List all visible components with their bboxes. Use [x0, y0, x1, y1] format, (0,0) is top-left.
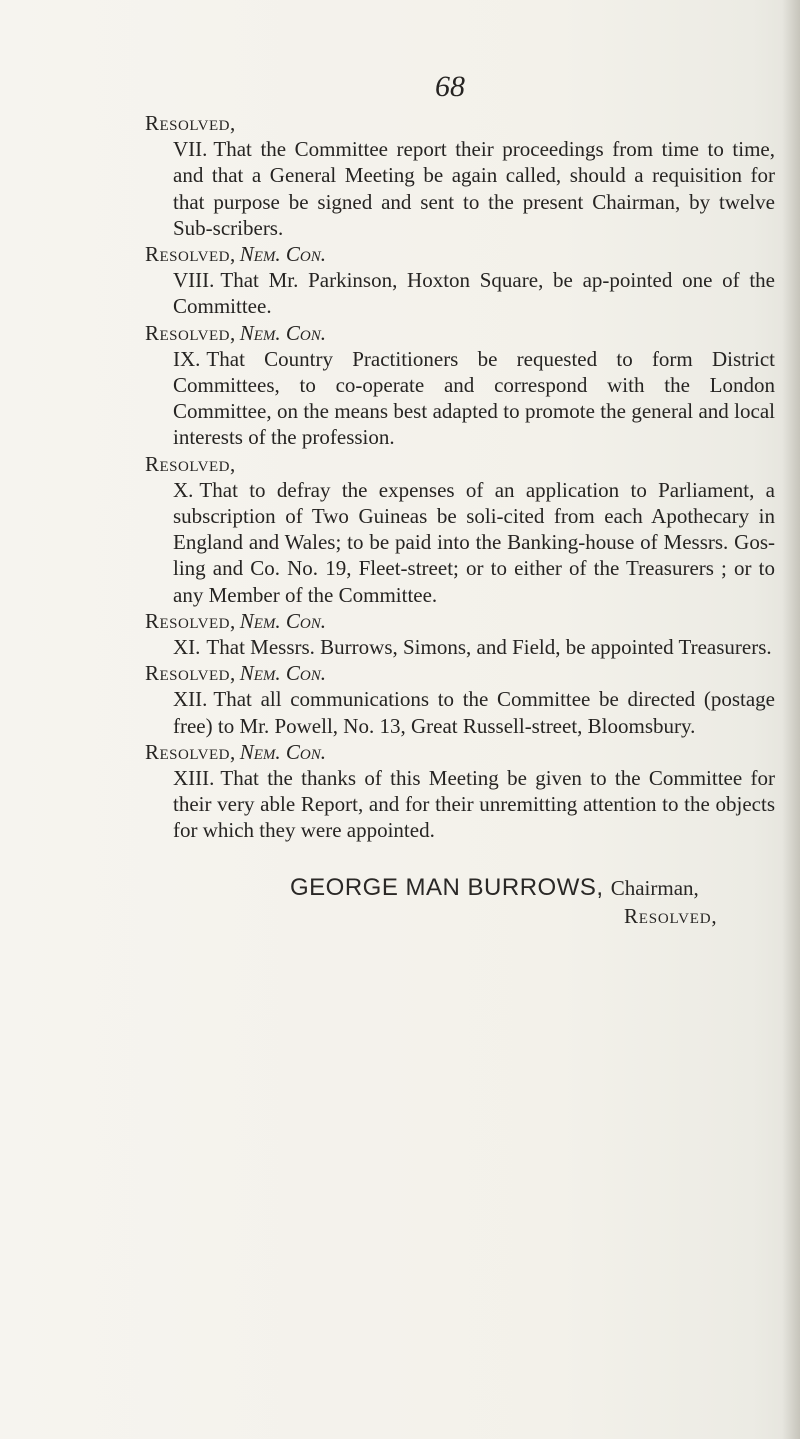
chairman-signature [290, 874, 699, 902]
resolution-numeral: XI. [173, 635, 201, 660]
resolutions-list [145, 110, 775, 844]
nem-con-label: Nem. Con. [239, 739, 326, 764]
resolution-numeral: XII. [173, 687, 208, 712]
resolution-text: That Mr. Parkinson, Hoxton Square, be ap-pointed one of the Committee. [173, 268, 775, 319]
resolution-xi [145, 608, 775, 660]
resolution-vii [145, 110, 775, 241]
resolution-heading: Resolved, [145, 320, 236, 345]
resolution-text: That to defray the expenses of an application to Parliament, a subscription of Two Guineas be soli-cited from each Apothecary in England and Wales; to be paid into the Banking-house of Messrs. Gos-ling and Co. No. 19, Fleet-street; or to either of the Treasurers ; or to any Member of the Committee. [173, 477, 775, 607]
resolution-xiii [145, 739, 775, 844]
signature-name: GEORGE MAN BURROWS, [290, 874, 604, 901]
nem-con-label: Nem. Con. [239, 320, 326, 345]
resolution-heading: Resolved, [145, 739, 236, 764]
resolution-text: That the Committee report their proceedings from time to time, and that a General Meeting be again called, should a requisition for that purpose be signed and sent to the present Chairman, by twelve Sub-scribers. [173, 137, 775, 240]
page-number: 68 [435, 70, 465, 103]
resolution-numeral: XIII. [173, 766, 215, 791]
resolution-ix [145, 320, 775, 451]
resolution-numeral: IX. [173, 346, 201, 371]
resolution-heading: Resolved, [145, 451, 236, 476]
page-edge-shadow [782, 0, 800, 1439]
resolution-heading: Resolved, [145, 242, 236, 267]
resolution-numeral: VIII. [173, 268, 215, 293]
resolution-text: That the thanks of this Meeting be given to the Committee for their very able Report, and for their unremitting attention to the objects for which they were appointed. [173, 766, 775, 843]
resolution-xii [145, 660, 775, 739]
nem-con-label: Nem. Con. [239, 608, 326, 633]
resolution-viii [145, 241, 775, 320]
resolution-numeral: X. [173, 477, 194, 502]
nem-con-label: Nem. Con. [239, 661, 326, 686]
nem-con-label: Nem. Con. [239, 242, 326, 267]
signature-role: Chairman, [610, 876, 699, 900]
resolution-text: That Messrs. Burrows, Simons, and Field, be appointed Treasurers. [206, 635, 772, 660]
resolution-heading: Resolved, [145, 111, 236, 135]
catchword: Resolved, [624, 904, 718, 928]
resolution-heading: Resolved, [145, 608, 236, 633]
resolution-x [145, 451, 775, 608]
resolution-numeral: VII. [173, 137, 208, 162]
resolution-heading: Resolved, [145, 661, 236, 686]
resolution-text: That Country Practitioners be requested to form District Committees, to co-operate and correspond with the London Committee, on the means best adapted to promote the general and local interests of the profession. [173, 346, 775, 450]
resolution-text: That all communications to the Committee be directed (postage free) to Mr. Powell, No. 13, Great Russell-street, Bloomsbury. [173, 687, 775, 738]
